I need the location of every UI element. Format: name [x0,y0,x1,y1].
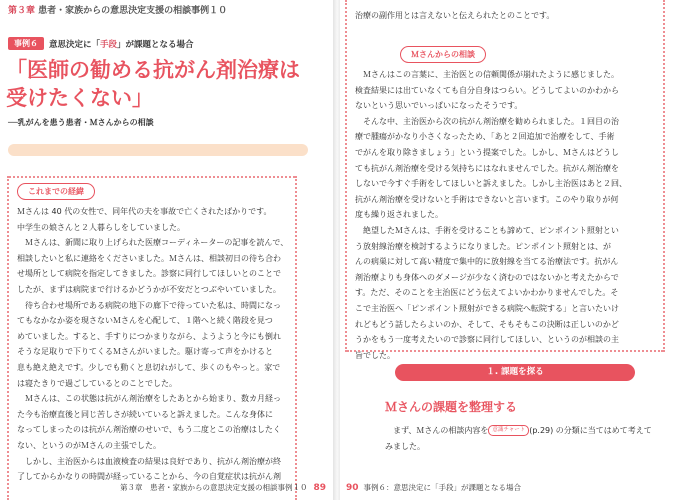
main-title-line2: 受けたくない」 [6,86,153,110]
text-line: 相談したいと私に連絡をくださいました。Ｍさんは、相談初日の待ち合わ [17,253,281,263]
text-line: そうな足取りで下りてくるＭさんがいました。駆け寄って声をかけると [17,347,273,357]
text-line: てもなかなか姿を現さないＭさんを心配して、１階へと続く階段を見つ [17,316,273,326]
case-line [8,37,194,50]
subtitle: ──乳がんを患う患者・Ｍさんからの相談 [8,118,154,127]
text-line: んの病巣に対して高い精度で集中的に放射線を当てる治療法です。抗がん [355,257,619,267]
text-line: す。ただ、そのことを主治医にどう伝えてよいかわかりませんでした。そ [355,288,619,298]
closing-before: まず、Ｍさんの相談内容を [385,426,489,435]
text-line: でがんを取り除きましょう」という提案でした。しかし、Ｍさんはどうし [355,147,619,157]
section-label-consultation: Ｍさんからの相談 [400,46,486,63]
text-line: 抗がん剤治療を受けないと手術はできないと言います。このやり取りが何 [355,194,619,204]
chapter-title: 患者・家族からの意思決定支援の相談事例１０ [38,6,228,16]
text-line: したが、まずは病院まで行けるかどうかが不安だとつぶやいていました。 [17,284,281,294]
task-heading: Ｍさんの課題を整理する [385,400,518,414]
closing-line-2: みました。 [385,441,425,451]
text-line: せ場所として病院を指定してきました。診察に同行してほしいとのことで [17,269,281,279]
text-line: れどもどう話したらよいのか、そして、そもそもこの決断は正しいのかど [355,319,619,329]
main-title-line1: 「医師の勧める抗がん剤治療は [6,58,300,82]
text-line: 検査結果には出ていなくても自分自身はつらい。どうしてよいのかわから [355,85,619,95]
section-label-background: これまでの経緯 [17,183,95,200]
case-title [49,38,194,50]
case-title-before: 意思決定に「 [49,39,101,50]
main-title [6,56,326,112]
text-line: Ｍさんは、この状態は抗がん剤治療をしたあとから始まり、数カ月経っ [17,394,281,404]
text-line: なってしまったのは抗がん剤治療のせいで、もう二度とこの治療はしたく [17,425,281,435]
text-line: めていました。すると、手すりにつかまりながら、ようようと今にも倒れ [17,331,281,341]
text-line: は寝たきりで過ごしているとのことでした。 [17,378,177,388]
text-line: 中学生の娘さんと２人暮らしをしていました。 [17,222,185,232]
closing-line-1 [385,423,652,439]
text-line: Ｍさんは、新聞に取り上げられた医療コーディネーターの記事を読んで、 [17,238,289,248]
text-line: 絶望したＭさんは、手術を受けることも諦めて、ピンポイント照射とい [355,225,619,235]
text-line: 息も絶え絶えです。少しでも動くと息切れがして、歩くのもやっと。家で [17,362,281,372]
text-line: 度も繰り返されました。 [355,210,443,220]
text-line: 待ち合わせ場所である病院の地下の廊下で待っていた私は、時間になっ [17,300,281,310]
left-page [0,0,333,500]
text-line: う放射線治療を検討するようになりました。ピンポイント照射とは、が [355,241,611,251]
left-body-text [17,204,288,485]
right-footer [346,482,521,493]
chart-reference-tag: 意識チャート [488,425,529,436]
case-title-highlight: 手段 [100,39,118,50]
text-line: Ｍさんはこの言葉に、主治医との信頼関係が崩れたように感じました。 [355,70,619,79]
right-top-text [355,8,554,24]
text-line: ない、というのがＭさんの主張でした。 [17,440,161,450]
right-page-number: 90 [346,483,359,493]
text-line: 治療の副作用とは言えないと伝えられたとのことです。 [355,11,555,20]
text-line: ても抗がん剤治療を受ける気持ちにはなれませんでした。抗がん剤治療を [355,163,619,173]
text-line: Ｍさんは 40 代の女性で、同年代の夫を事故で亡くされたばかりです。 [17,207,272,216]
chapter-label: 第３章 [8,6,36,16]
text-line: 療で腫瘍がかなり小さくなったため、「あと２回追加で治療をして、手術 [355,132,615,142]
closing-after: (p.29) の分類に当てはめて考えて [529,426,652,435]
case-title-after: 」が課題となる場合 [117,39,194,50]
text-line: しないで今すぐ手術をしてほしいと訴えました。しかし主治医はあと２回、 [355,179,627,189]
left-page-number: 89 [313,483,326,493]
text-line: こで主治医へ「ピンポイント照射ができる病院へ転院する」と言いたいけ [355,303,619,313]
running-header [8,3,227,16]
step-label-bar: １. 課題を探る [395,364,635,381]
text-line: しかし、主治医からは血液検査の結果は良好であり、抗がん剤治療が終 [17,456,281,466]
right-body-text [355,67,627,363]
text-line: うかをもう一度考えたいので診察に同行してほしい、というのが相談の主 [355,335,619,345]
case-badge: 事例６ [8,37,44,50]
right-footer-text: 事例６：意思決定に「手段」が課題となる場合 [363,483,522,492]
text-line: 剤治療よりも身体へのダメージが少なく済むのではないかと考えたからで [355,272,619,282]
closing-text [385,423,652,454]
frame-top-border [9,176,295,178]
text-line: ないという思いでいっぱいになったそうです。 [355,101,523,111]
text-line: 旨でした。 [355,350,395,360]
decorative-bar [8,144,308,156]
book-gutter [333,0,340,500]
text-line: そんな中、主治医から次の抗がん剤治療を勧められました。１回目の治 [355,116,619,126]
left-footer [0,482,326,493]
text-line: た今も治療直後と同じ苦しさが続いていると訴えました。こんな身体に [17,409,273,419]
right-page [340,0,675,500]
left-footer-text: 第３章 患者・家族からの意思決定支援の相談事例１０ [119,483,308,492]
text-line: 了してからかなりの時間が経っていることから、今の自覚症状は抗がん剤 [17,472,281,482]
